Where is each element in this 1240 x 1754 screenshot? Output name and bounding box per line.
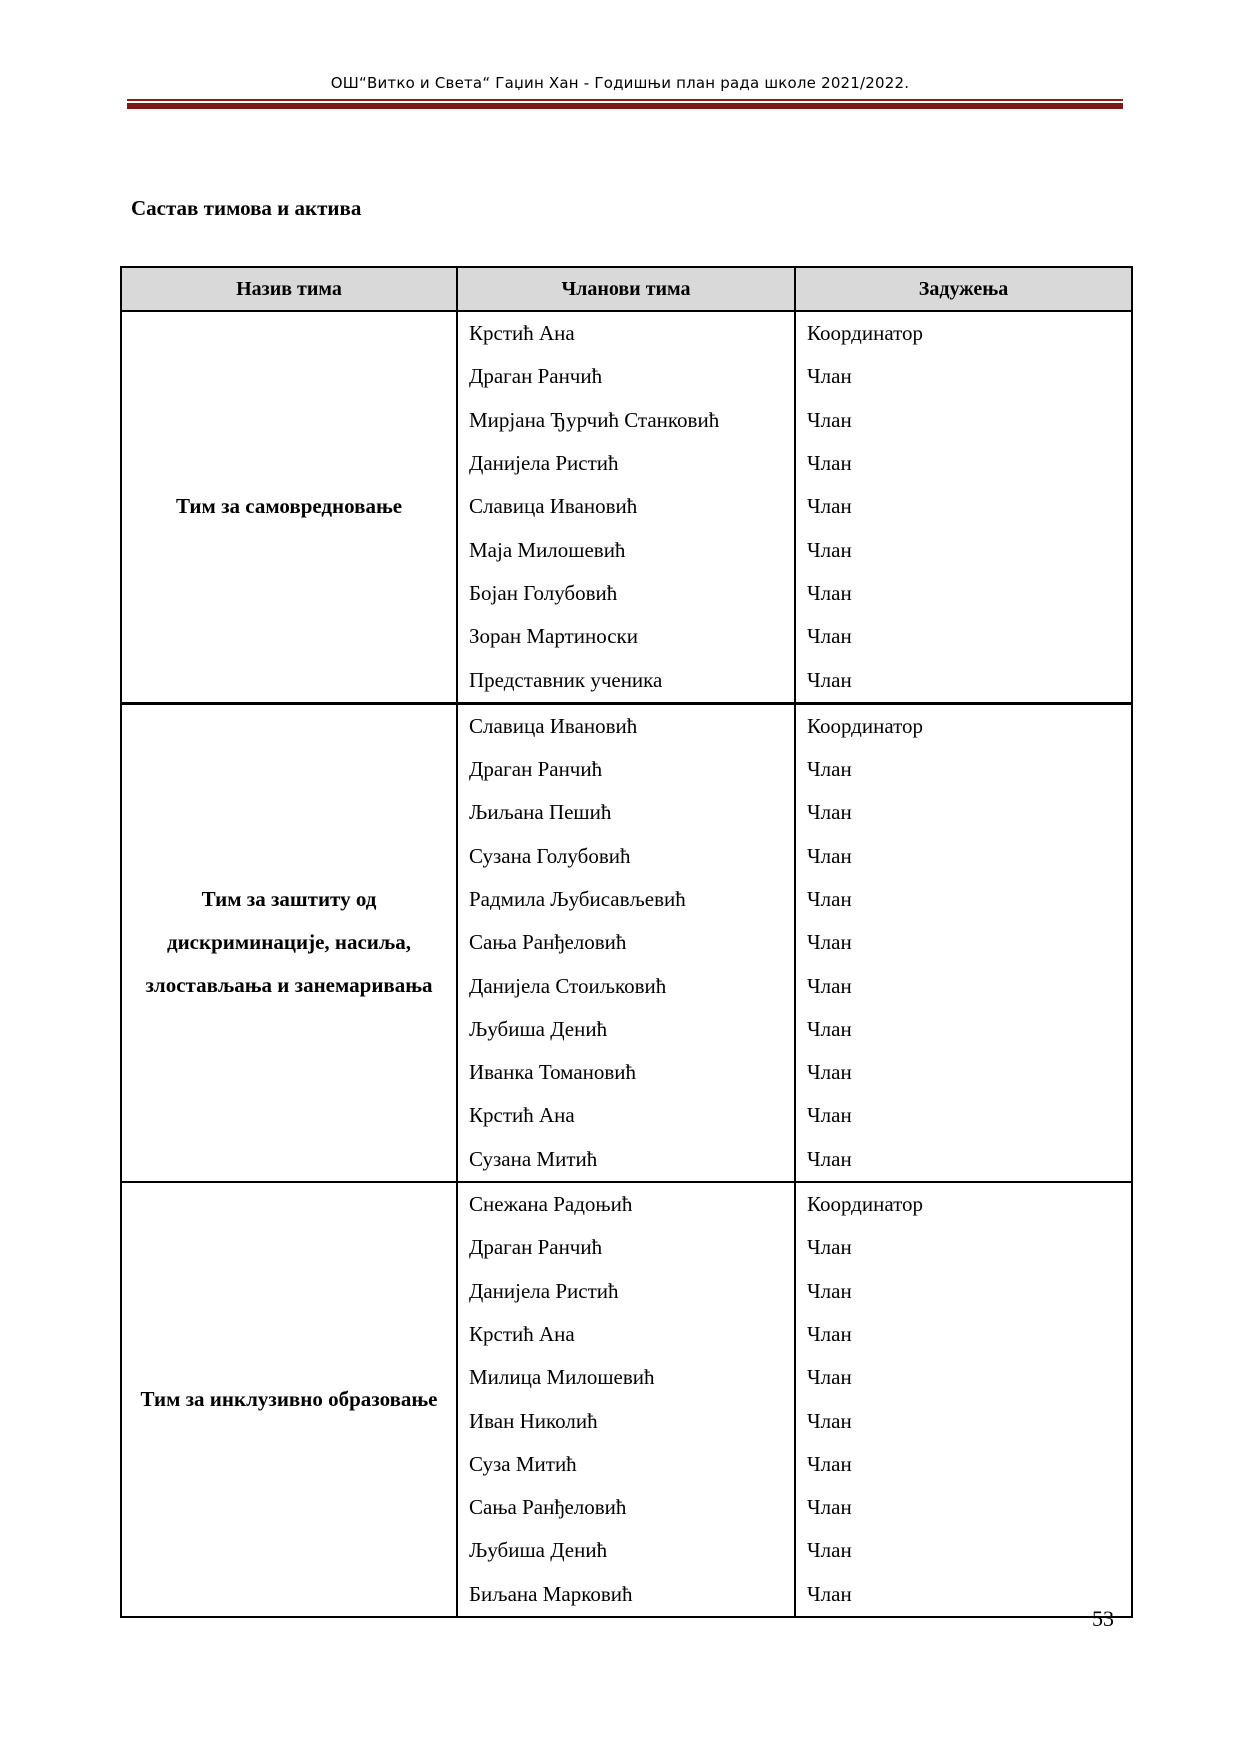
column-header-members: Чланови тима [457,267,795,311]
member-role-cell: Координатор [795,311,1132,355]
table-header-row [121,267,1132,311]
member-role-cell: Члан [795,1270,1132,1313]
teams-table-body [121,311,1132,1617]
member-role-cell: Координатор [795,703,1132,748]
member-name-cell: Крстић Ана [457,1313,795,1356]
member-role-cell: Члан [795,835,1132,878]
member-name-cell: Милица Милошевић [457,1356,795,1399]
member-name-cell: Сузана Митић [457,1138,795,1182]
member-name-cell: Радмила Љубисављевић [457,878,795,921]
member-role-cell: Члан [795,1573,1132,1617]
member-role-cell: Члан [795,791,1132,834]
member-role-cell: Члан [795,878,1132,921]
team-name-cell: Тим за инклузивно образовање [121,1182,457,1617]
team-name-cell: Тим за заштиту од дискриминације, насиља, злостављања и занемаривања [121,703,457,1182]
member-role-cell: Члан [795,1008,1132,1051]
member-name-cell: Данијела Стоиљковић [457,964,795,1007]
member-role-cell: Члан [795,748,1132,791]
member-name-cell: Славица Ивановић [457,485,795,528]
member-role-cell: Члан [795,615,1132,658]
section-title: Састав тимова и актива [131,196,362,220]
member-name-cell: Данијела Ристић [457,442,795,485]
member-name-cell: Маја Милошевић [457,528,795,571]
member-name-cell: Крстић Ана [457,311,795,355]
member-name-cell: Крстић Ана [457,1094,795,1137]
member-name-cell: Љубиша Денић [457,1529,795,1572]
member-role-cell: Члан [795,1051,1132,1094]
member-name-cell: Зоран Мартиноски [457,615,795,658]
member-name-cell: Драган Ранчић [457,748,795,791]
member-name-cell: Љубиша Денић [457,1008,795,1051]
member-role-cell: Члан [795,355,1132,398]
member-role-cell: Члан [795,1138,1132,1182]
member-name-cell: Данијела Ристић [457,1270,795,1313]
member-role-cell: Члан [795,658,1132,703]
member-name-cell: Представник ученика [457,658,795,703]
member-role-cell: Члан [795,1486,1132,1529]
member-name-cell: Бојан Голубовић [457,572,795,615]
member-role-cell: Члан [795,1529,1132,1572]
member-role-cell: Члан [795,964,1132,1007]
member-name-cell: Биљана Марковић [457,1573,795,1617]
member-name-cell: Љиљана Пешић [457,791,795,834]
column-header-duties: Задужења [795,267,1132,311]
member-role-cell: Члан [795,399,1132,442]
table-row [121,703,1132,748]
member-name-cell: Мирјана Ђурчић Станковић [457,399,795,442]
member-role-cell: Члан [795,1443,1132,1486]
header-rule-thick [127,103,1123,109]
member-role-cell: Члан [795,1313,1132,1356]
member-role-cell: Члан [795,1094,1132,1137]
member-name-cell: Сања Ранђеловић [457,921,795,964]
member-name-cell: Драган Ранчић [457,1226,795,1269]
member-name-cell: Иванка Томановић [457,1051,795,1094]
page-number: 53 [1092,1606,1114,1631]
member-role-cell: Члан [795,1399,1132,1442]
member-name-cell: Сузана Голубовић [457,835,795,878]
member-role-cell: Члан [795,921,1132,964]
teams-table [120,266,1133,1618]
member-name-cell: Драган Ранчић [457,355,795,398]
member-role-cell: Члан [795,1226,1132,1269]
member-role-cell: Члан [795,485,1132,528]
member-role-cell: Члан [795,528,1132,571]
table-row [121,311,1132,355]
member-role-cell: Члан [795,442,1132,485]
member-name-cell: Суза Митић [457,1443,795,1486]
page-header: ОШ“Витко и Света“ Гаџин Хан - Годишњи план рада школе 2021/2022. [330,74,910,92]
team-name-cell: Тим за самовредновање [121,311,457,703]
table-row [121,1182,1132,1226]
member-name-cell: Снежана Радоњић [457,1182,795,1226]
member-role-cell: Члан [795,572,1132,615]
member-role-cell: Члан [795,1356,1132,1399]
column-header-team-name: Назив тима [121,267,457,311]
member-name-cell: Славица Ивановић [457,703,795,748]
member-name-cell: Сања Ранђеловић [457,1486,795,1529]
member-name-cell: Иван Николић [457,1399,795,1442]
member-role-cell: Координатор [795,1182,1132,1226]
header-rule-thin [127,99,1123,101]
